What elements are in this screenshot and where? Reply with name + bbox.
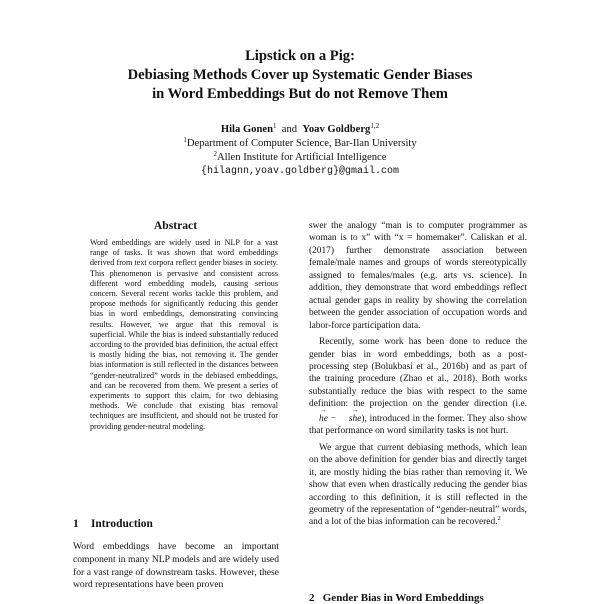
footnote-marker: 2 <box>497 515 501 523</box>
author-line <box>60 123 540 137</box>
section-2-title: Gender Bias in Word Embeddings <box>322 592 484 604</box>
section-2-number: 2 <box>309 592 315 604</box>
author-and: and <box>281 124 298 135</box>
right-column <box>309 220 527 533</box>
abstract-body: Word embeddings are widely used in NLP for a vast range of tasks. It was shown that word embeddings derived from text corpora reflect gender biases in society. This phenomenon is pervasive and consistent across different word embedding models, causing serious concern. Several recent works tackle this problem, and propose methods for significantly reducing this gender bias in word embeddings, demonstrating convincing results. However, we argue that this removal is superficial. While the bias is indeed substantially reduced according to the provided bias definition, the actual effect is mostly hiding the bias, not removing it. The gender bias information is still reflected in the distances between “gender-neutralized” words in the debiased embeddings, and can be recovered from them. We present a series of experiments to support this claim, for two debiasing methods. We conclude that existing bias removal techniques are insufficient, and should not be trusted for providing gender-neutral modeling. <box>90 238 278 431</box>
affiliation-1 <box>60 137 540 151</box>
paragraph-3 <box>309 442 527 529</box>
paragraph-2-end: in the former. They also show that performance on word similarity tasks is not hurt. <box>309 413 527 437</box>
author-1-name: Hila Gonen <box>220 124 273 135</box>
author-1-sup: 1 <box>272 122 277 130</box>
paragraph-2 <box>309 336 527 438</box>
author-2-name: Yoav Goldberg <box>302 124 371 135</box>
paragraph-2-start: Recently, some work has been done to reduce the gender bias in word embeddings, both as a post-processing step (Bolukbasi et al., 2016b) and as part of the training procedure (Zhao et al., 2018). Both works substantially reduce the bias with respect to the same definition: the projection <box>309 337 527 410</box>
affiliation-2 <box>60 151 540 165</box>
vector-she: → she <box>339 411 362 425</box>
paragraph-1: swer the analogy “man is to computer programmer as woman is to x” with “x = homemaker”. Caliskan et al. (2017) further demonstrate association between female/male names and groups of words stereotypically assigned to females/males (e.g. arts vs. science). In addition, they demonstrate that word embeddings reflect actual gender gaps in reality by showing the correlation between the gender association of occupation words and labor-force participation data. <box>309 221 527 331</box>
section-2-heading <box>309 592 484 604</box>
paragraph-3-last: a lot of the bias information can be recovered. <box>324 517 498 528</box>
author-email: {hilagnn,yoav.goldberg}@gmail.com <box>200 166 400 177</box>
title-line-2: Debiasing Methods Cover up Systematic Gender Biases <box>127 67 473 83</box>
introduction-title: Introduction <box>91 518 153 530</box>
title-line-3: in Word Embeddings But do not Remove Them <box>152 86 448 102</box>
affiliation-2-text: Allen Institute for Artificial Intelligence <box>217 152 387 163</box>
introduction-number: 1 <box>73 518 79 530</box>
vector-he: → he <box>309 411 328 425</box>
vector-minus: − <box>327 413 339 424</box>
introduction-body: Word embeddings have become an important component in many NLP models and are widely used for a vast range of downstream tasks. However, these word representations have been proven <box>73 541 279 591</box>
title-line-1: Lipstick on a Pig: <box>245 48 355 64</box>
author-2-sup: 1,2 <box>370 122 380 130</box>
author-block <box>60 123 540 179</box>
affiliation-2-sup: 2 <box>213 150 218 158</box>
introduction-heading <box>73 518 153 530</box>
paragraph-3-body: We argue that current debiasing methods, which lean on the above definition for gender bias and directly target it, are mostly hiding the bias rather than removing it. We show that even when drastically reducing the gender bias according to this definition, it is still reflected in the geometry of the representation of “gender-neutral” words, and <box>309 442 527 528</box>
paper-title <box>60 47 540 104</box>
affiliation-1-sup: 1 <box>183 136 187 144</box>
affiliation-1-text: Department of Computer Science, Bar-Ilan University <box>186 138 417 149</box>
paragraph-2-eq-prefix: on the gender direction (i.e. <box>412 399 528 410</box>
abstract-heading: Abstract <box>153 219 198 232</box>
paragraph-2-eq-suffix: ), introduced <box>361 413 410 424</box>
